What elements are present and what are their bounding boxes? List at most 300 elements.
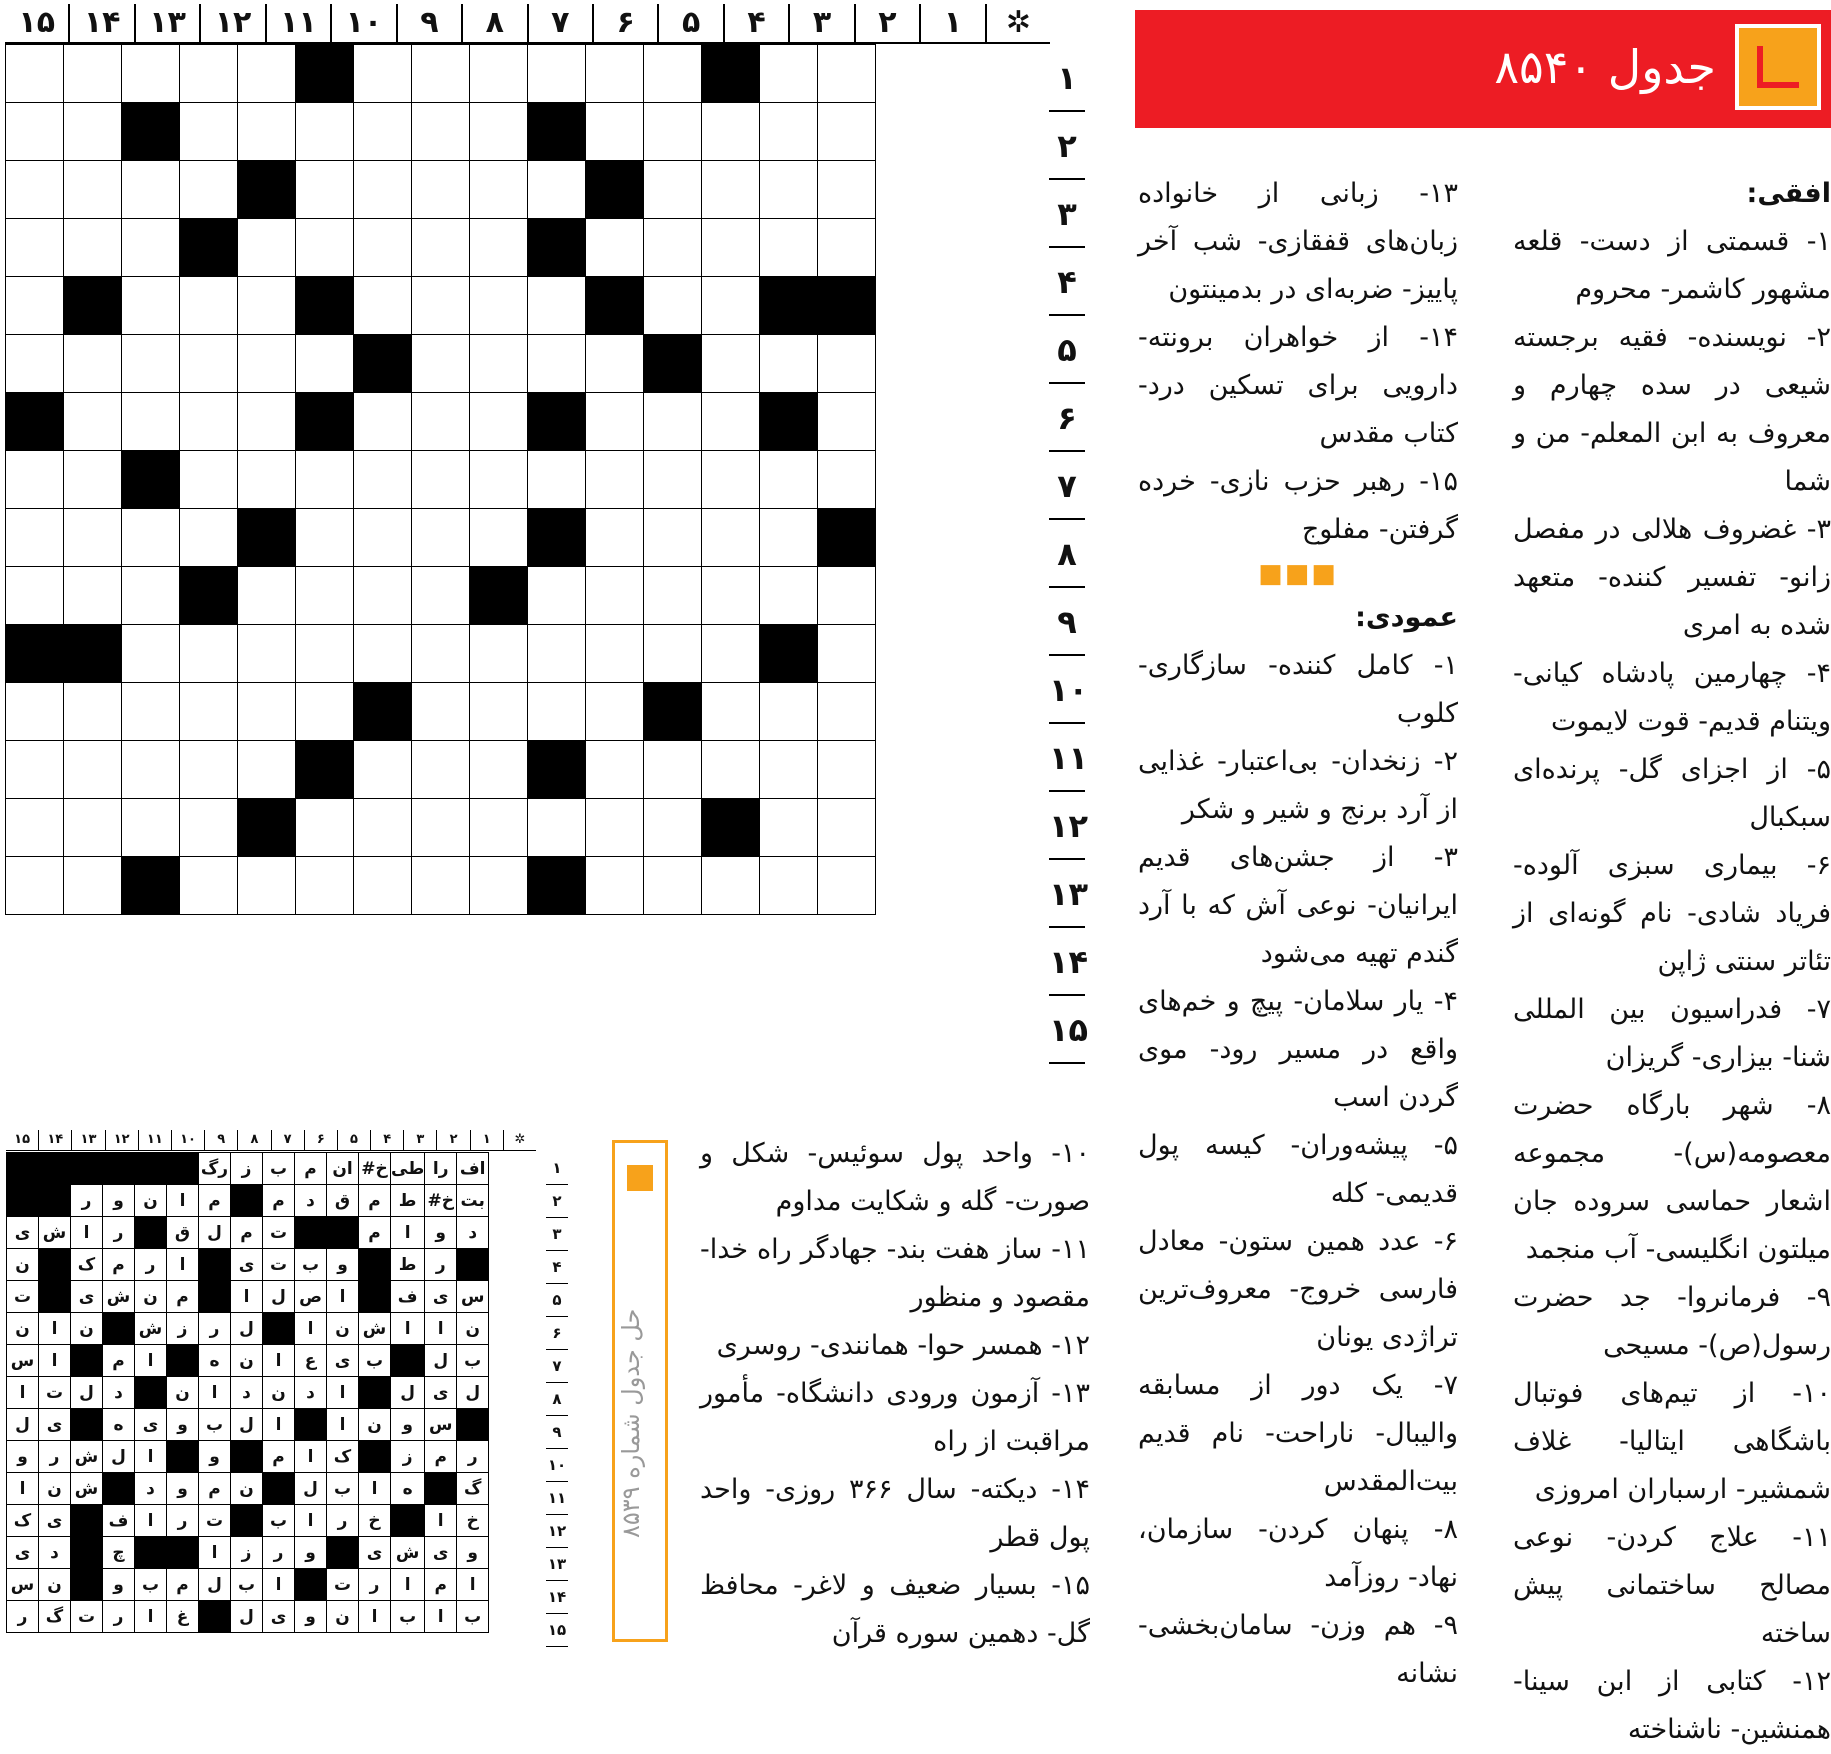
empty-cell[interactable] — [180, 509, 238, 567]
empty-cell[interactable] — [644, 799, 702, 857]
solution-letter-cell: ا — [391, 1569, 425, 1601]
empty-cell[interactable] — [818, 451, 876, 509]
solution-letter-cell: ا — [327, 1281, 359, 1313]
empty-cell[interactable] — [180, 45, 238, 103]
number-label: ۱۰ — [330, 4, 395, 42]
solution-black-cell — [425, 1473, 457, 1505]
solution-letter-cell: و — [103, 1185, 135, 1217]
empty-cell[interactable] — [6, 509, 64, 567]
empty-cell[interactable] — [238, 277, 296, 335]
solution-black-cell — [71, 1409, 103, 1441]
number-label: ۹ — [1049, 588, 1085, 656]
empty-cell[interactable] — [296, 219, 354, 277]
black-cell — [180, 219, 238, 277]
empty-cell[interactable] — [122, 45, 180, 103]
empty-cell[interactable] — [354, 741, 412, 799]
empty-cell[interactable] — [586, 393, 644, 451]
black-cell — [760, 393, 818, 451]
empty-cell[interactable] — [760, 161, 818, 219]
empty-cell[interactable] — [354, 45, 412, 103]
empty-cell[interactable] — [412, 567, 470, 625]
solution-letter-cell: ل — [231, 1313, 263, 1345]
empty-cell[interactable] — [528, 451, 586, 509]
black-cell — [760, 625, 818, 683]
solution-black-cell — [71, 1505, 103, 1537]
solution-letter-cell: ا — [135, 1601, 167, 1633]
solution-letter-cell: گ — [457, 1473, 489, 1505]
empty-cell[interactable] — [412, 799, 470, 857]
empty-cell[interactable] — [238, 625, 296, 683]
empty-cell[interactable] — [818, 45, 876, 103]
empty-cell[interactable] — [818, 393, 876, 451]
solution-letter-cell: غ — [167, 1601, 199, 1633]
solution-black-cell — [71, 1345, 103, 1377]
empty-cell[interactable] — [412, 683, 470, 741]
solution-letter-cell: ل — [425, 1345, 457, 1377]
solution-letter-cell: ر — [7, 1601, 39, 1633]
empty-cell[interactable] — [702, 683, 760, 741]
empty-cell[interactable] — [296, 451, 354, 509]
solution-letter-cell: ل — [231, 1409, 263, 1441]
empty-cell[interactable] — [238, 683, 296, 741]
empty-cell[interactable] — [238, 219, 296, 277]
empty-cell[interactable] — [528, 625, 586, 683]
empty-cell[interactable] — [122, 567, 180, 625]
empty-cell[interactable] — [296, 103, 354, 161]
empty-cell[interactable] — [644, 741, 702, 799]
solution-letter-cell: ب — [295, 1249, 327, 1281]
empty-cell[interactable] — [64, 799, 122, 857]
empty-cell[interactable] — [760, 335, 818, 393]
across-clue: ۱۳- زبانی از خانواده زبان‌های قفقازی- شب آخر پاییز- ضربه‌ای در بدمینتون — [1138, 178, 1458, 305]
number-label: ۱۰ — [1049, 656, 1085, 724]
empty-cell[interactable] — [6, 45, 64, 103]
empty-cell[interactable] — [586, 103, 644, 161]
empty-cell[interactable] — [64, 393, 122, 451]
empty-cell[interactable] — [470, 799, 528, 857]
empty-cell[interactable] — [586, 335, 644, 393]
solution-letter-cell: ب — [135, 1569, 167, 1601]
solution-letter-cell: ن — [231, 1345, 263, 1377]
empty-cell[interactable] — [586, 509, 644, 567]
solution-black-cell — [231, 1505, 263, 1537]
empty-cell[interactable] — [644, 857, 702, 915]
down-clues-column-3 — [700, 1130, 1090, 1658]
empty-cell[interactable] — [644, 509, 702, 567]
solution-letter-cell: ی — [231, 1249, 263, 1281]
empty-cell[interactable] — [354, 857, 412, 915]
solution-letter-cell: و — [7, 1441, 39, 1473]
solution-letter-cell: و — [295, 1601, 327, 1633]
empty-cell[interactable] — [354, 219, 412, 277]
empty-cell[interactable] — [818, 567, 876, 625]
empty-cell[interactable] — [702, 509, 760, 567]
empty-cell[interactable] — [586, 683, 644, 741]
empty-cell[interactable] — [586, 741, 644, 799]
empty-cell[interactable] — [644, 45, 702, 103]
empty-cell[interactable] — [6, 161, 64, 219]
empty-cell[interactable] — [528, 799, 586, 857]
empty-cell[interactable] — [470, 335, 528, 393]
empty-cell[interactable] — [818, 161, 876, 219]
solution-letter-cell: ن — [39, 1473, 71, 1505]
number-label: ۲ — [546, 1185, 568, 1218]
solution-black-cell — [103, 1313, 135, 1345]
solution-letter-cell: ر — [263, 1537, 295, 1569]
empty-cell[interactable] — [180, 625, 238, 683]
solution-letter-cell: م — [425, 1441, 457, 1473]
empty-cell[interactable] — [180, 277, 238, 335]
number-label: ۶ — [1049, 384, 1085, 452]
empty-cell[interactable] — [238, 567, 296, 625]
solution-letter-cell: ل — [7, 1409, 39, 1441]
empty-cell[interactable] — [64, 509, 122, 567]
empty-cell[interactable] — [354, 799, 412, 857]
solution-letter-cell: ز — [391, 1441, 425, 1473]
empty-cell[interactable] — [702, 625, 760, 683]
solution-letter-cell: ا — [295, 1313, 327, 1345]
black-cell — [528, 103, 586, 161]
empty-cell[interactable] — [180, 103, 238, 161]
empty-cell[interactable] — [818, 103, 876, 161]
across-clue: ۸- شهر بارگاه حضرت معصومه(س)- مجموعه اشعار حماسی سروده جان میلتون انگلیسی- آب منجمد — [1513, 1090, 1831, 1265]
solution-letter-cell: ش — [103, 1281, 135, 1313]
empty-cell[interactable] — [760, 103, 818, 161]
solution-letter-cell: د — [295, 1377, 327, 1409]
empty-cell[interactable] — [64, 683, 122, 741]
empty-cell[interactable] — [122, 277, 180, 335]
crossword-grid — [5, 44, 876, 915]
solution-letter-cell: د — [39, 1537, 71, 1569]
empty-cell[interactable] — [412, 45, 470, 103]
empty-cell[interactable] — [412, 335, 470, 393]
black-cell — [702, 799, 760, 857]
empty-cell[interactable] — [354, 451, 412, 509]
empty-cell[interactable] — [470, 509, 528, 567]
empty-cell[interactable] — [296, 857, 354, 915]
empty-cell[interactable] — [354, 161, 412, 219]
empty-cell[interactable] — [412, 103, 470, 161]
empty-cell[interactable] — [354, 277, 412, 335]
empty-cell[interactable] — [702, 219, 760, 277]
empty-cell[interactable] — [470, 625, 528, 683]
empty-cell[interactable] — [6, 277, 64, 335]
number-label: ۱۳ — [134, 4, 199, 42]
empty-cell[interactable] — [760, 451, 818, 509]
empty-cell[interactable] — [760, 567, 818, 625]
empty-cell[interactable] — [702, 567, 760, 625]
empty-cell[interactable] — [470, 393, 528, 451]
number-label: ۱۴ — [68, 4, 133, 42]
solution-letter-cell: ا — [391, 1217, 425, 1249]
solution-letter-cell: و — [167, 1473, 199, 1505]
black-cell — [180, 567, 238, 625]
empty-cell[interactable] — [122, 509, 180, 567]
solution-letter-cell: ا — [263, 1569, 295, 1601]
empty-cell[interactable] — [238, 335, 296, 393]
number-label: ۴ — [1049, 248, 1085, 316]
empty-cell[interactable] — [412, 741, 470, 799]
empty-cell[interactable] — [296, 335, 354, 393]
empty-cell[interactable] — [644, 625, 702, 683]
empty-cell[interactable] — [470, 103, 528, 161]
solution-black-cell — [199, 1249, 231, 1281]
solution-letter-cell: ف — [391, 1281, 425, 1313]
empty-cell[interactable] — [644, 161, 702, 219]
empty-cell[interactable] — [412, 277, 470, 335]
empty-cell[interactable] — [296, 625, 354, 683]
down-clue: ۲- زنخدان- بی‌اعتبار- غذایی از آرد برنج و شیر و شکر — [1138, 746, 1458, 825]
empty-cell[interactable] — [586, 567, 644, 625]
empty-cell[interactable] — [354, 393, 412, 451]
empty-cell[interactable] — [818, 335, 876, 393]
empty-cell[interactable] — [702, 103, 760, 161]
empty-cell[interactable] — [586, 625, 644, 683]
empty-cell[interactable] — [6, 335, 64, 393]
empty-cell[interactable] — [64, 219, 122, 277]
down-clue: ۱۲- همسر حوا- همانندی- روسری — [716, 1330, 1090, 1361]
empty-cell[interactable] — [122, 393, 180, 451]
empty-cell[interactable] — [238, 393, 296, 451]
empty-cell[interactable] — [818, 683, 876, 741]
empty-cell[interactable] — [296, 567, 354, 625]
empty-cell[interactable] — [296, 509, 354, 567]
black-cell — [818, 277, 876, 335]
empty-cell[interactable] — [702, 277, 760, 335]
empty-cell[interactable] — [6, 451, 64, 509]
solution-black-cell — [457, 1409, 489, 1441]
empty-cell[interactable] — [296, 683, 354, 741]
empty-cell[interactable] — [760, 799, 818, 857]
empty-cell[interactable] — [644, 567, 702, 625]
empty-cell[interactable] — [122, 741, 180, 799]
empty-cell[interactable] — [6, 103, 64, 161]
empty-cell[interactable] — [586, 857, 644, 915]
empty-cell[interactable] — [180, 857, 238, 915]
empty-cell[interactable] — [470, 741, 528, 799]
empty-cell[interactable] — [470, 45, 528, 103]
empty-cell[interactable] — [354, 509, 412, 567]
empty-cell[interactable] — [470, 451, 528, 509]
empty-cell[interactable] — [180, 741, 238, 799]
solution-letter-cell: ل — [199, 1217, 231, 1249]
empty-cell[interactable] — [412, 393, 470, 451]
empty-cell[interactable] — [528, 335, 586, 393]
empty-cell[interactable] — [760, 45, 818, 103]
empty-cell[interactable] — [6, 567, 64, 625]
newspaper-logo-small-icon — [627, 1165, 653, 1191]
empty-cell[interactable] — [238, 741, 296, 799]
solution-black-cell — [327, 1537, 359, 1569]
solution-black-cell — [135, 1377, 167, 1409]
empty-cell[interactable] — [64, 451, 122, 509]
empty-cell[interactable] — [354, 103, 412, 161]
empty-cell[interactable] — [238, 857, 296, 915]
empty-cell[interactable] — [64, 567, 122, 625]
empty-cell[interactable] — [760, 741, 818, 799]
empty-cell[interactable] — [64, 103, 122, 161]
solution-black-cell — [359, 1441, 391, 1473]
empty-cell[interactable] — [470, 161, 528, 219]
empty-cell[interactable] — [586, 219, 644, 277]
number-label: ۱۵ — [1049, 996, 1085, 1064]
empty-cell[interactable] — [470, 857, 528, 915]
empty-cell[interactable] — [470, 277, 528, 335]
solution-letter-cell: ی — [39, 1505, 71, 1537]
black-cell — [122, 451, 180, 509]
solution-letter-cell: د — [231, 1377, 263, 1409]
solution-letter-cell: ل — [457, 1377, 489, 1409]
black-cell — [760, 277, 818, 335]
empty-cell[interactable] — [702, 161, 760, 219]
solution-letter-cell: ت — [39, 1377, 71, 1409]
down-clue: ۱۰- واحد پول سوئیس- شکل و صورت- گله و شکایت مداوم — [700, 1138, 1090, 1217]
empty-cell[interactable] — [412, 161, 470, 219]
solution-black-cell — [359, 1281, 391, 1313]
empty-cell[interactable] — [412, 625, 470, 683]
empty-cell[interactable] — [818, 857, 876, 915]
empty-cell[interactable] — [586, 451, 644, 509]
empty-cell[interactable] — [818, 799, 876, 857]
empty-cell[interactable] — [180, 161, 238, 219]
down-clue: ۵- پیشه‌وران- کیسه پول قدیمی- کله — [1138, 1130, 1458, 1209]
empty-cell[interactable] — [470, 683, 528, 741]
empty-cell[interactable] — [760, 683, 818, 741]
corner-symbol: ✲ — [503, 1130, 536, 1150]
empty-cell[interactable] — [6, 857, 64, 915]
empty-cell[interactable] — [180, 335, 238, 393]
empty-cell[interactable] — [238, 103, 296, 161]
empty-cell[interactable] — [412, 509, 470, 567]
empty-cell[interactable] — [180, 799, 238, 857]
solution-letter-cell: ب — [199, 1409, 231, 1441]
empty-cell[interactable] — [412, 451, 470, 509]
number-label: ۶ — [546, 1317, 568, 1350]
empty-cell[interactable] — [6, 799, 64, 857]
empty-cell[interactable] — [586, 799, 644, 857]
solution-letter-cell: م — [167, 1281, 199, 1313]
empty-cell[interactable] — [64, 857, 122, 915]
empty-cell[interactable] — [238, 451, 296, 509]
solution-letter-cell: ا — [167, 1249, 199, 1281]
solution-letter-cell: و — [167, 1409, 199, 1441]
across-clue: ۱۵- رهبر حزب نازی- خرده گرفتن- مفلوج — [1138, 466, 1458, 545]
empty-cell[interactable] — [6, 219, 64, 277]
empty-cell[interactable] — [180, 393, 238, 451]
across-clue: ۱۱- علاج کردن- نوعی مصالح ساختمانی پیش ساخته — [1513, 1522, 1831, 1649]
empty-cell[interactable] — [122, 219, 180, 277]
solution-letter-cell: ب — [457, 1345, 489, 1377]
solution-letter-cell: ر — [103, 1217, 135, 1249]
number-label: ۱۲ — [199, 4, 264, 42]
empty-cell[interactable] — [702, 451, 760, 509]
solution-letter-cell: د — [457, 1217, 489, 1249]
empty-cell[interactable] — [702, 335, 760, 393]
number-label: ۵ — [337, 1130, 370, 1150]
solution-letter-cell: ک — [327, 1441, 359, 1473]
solution-black-cell — [295, 1217, 327, 1249]
solution-letter-cell: ت — [327, 1569, 359, 1601]
empty-cell[interactable] — [702, 741, 760, 799]
empty-cell[interactable] — [702, 857, 760, 915]
solution-letter-cell: بت — [457, 1185, 489, 1217]
empty-cell[interactable] — [64, 45, 122, 103]
empty-cell[interactable] — [354, 567, 412, 625]
empty-cell[interactable] — [818, 219, 876, 277]
empty-cell[interactable] — [818, 625, 876, 683]
solution-black-cell — [457, 1249, 489, 1281]
solution-letter-cell: ل — [231, 1601, 263, 1633]
empty-cell[interactable] — [6, 741, 64, 799]
empty-cell[interactable] — [296, 799, 354, 857]
empty-cell[interactable] — [702, 393, 760, 451]
solution-black-cell — [327, 1217, 359, 1249]
solution-letter-cell: ا — [425, 1313, 457, 1345]
solution-letter-cell: د — [295, 1185, 327, 1217]
solution-letter-cell: ز — [231, 1153, 263, 1185]
solution-letter-cell: ی — [135, 1409, 167, 1441]
empty-cell[interactable] — [644, 219, 702, 277]
empty-cell[interactable] — [470, 219, 528, 277]
empty-cell[interactable] — [64, 161, 122, 219]
solution-black-cell — [39, 1249, 71, 1281]
empty-cell[interactable] — [122, 625, 180, 683]
empty-cell[interactable] — [644, 393, 702, 451]
empty-cell[interactable] — [122, 335, 180, 393]
empty-cell[interactable] — [528, 161, 586, 219]
solution-letter-cell: ک — [71, 1249, 103, 1281]
number-label: ۲ — [854, 4, 919, 42]
empty-cell[interactable] — [180, 683, 238, 741]
solution-black-cell — [39, 1281, 71, 1313]
empty-cell[interactable] — [296, 161, 354, 219]
empty-cell[interactable] — [644, 451, 702, 509]
empty-cell[interactable] — [644, 103, 702, 161]
black-cell — [528, 857, 586, 915]
empty-cell[interactable] — [238, 45, 296, 103]
empty-cell[interactable] — [122, 799, 180, 857]
solution-letter-cell: ه — [103, 1409, 135, 1441]
empty-cell[interactable] — [64, 741, 122, 799]
solution-letter-cell: ی — [39, 1409, 71, 1441]
empty-cell[interactable] — [412, 857, 470, 915]
empty-cell[interactable] — [528, 45, 586, 103]
empty-cell[interactable] — [528, 683, 586, 741]
empty-cell[interactable] — [760, 509, 818, 567]
empty-cell[interactable] — [818, 741, 876, 799]
solution-letter-cell: ر — [135, 1249, 167, 1281]
solution-letter-cell: س — [7, 1569, 39, 1601]
empty-cell[interactable] — [644, 277, 702, 335]
solution-letter-cell: ا — [7, 1473, 39, 1505]
black-cell — [6, 625, 64, 683]
empty-cell[interactable] — [412, 219, 470, 277]
empty-cell[interactable] — [64, 335, 122, 393]
empty-cell[interactable] — [180, 451, 238, 509]
empty-cell[interactable] — [122, 683, 180, 741]
empty-cell[interactable] — [6, 683, 64, 741]
empty-cell[interactable] — [354, 625, 412, 683]
empty-cell[interactable] — [586, 45, 644, 103]
solution-letter-cell: د — [103, 1377, 135, 1409]
empty-cell[interactable] — [760, 219, 818, 277]
empty-cell[interactable] — [528, 567, 586, 625]
empty-cell[interactable] — [528, 277, 586, 335]
solution-letter-cell: م — [263, 1185, 295, 1217]
down-clue: ۱۱- ساز هفت بند- جهادگر راه خدا- مقصود و منظور — [700, 1234, 1090, 1313]
empty-cell[interactable] — [122, 161, 180, 219]
empty-cell[interactable] — [760, 857, 818, 915]
